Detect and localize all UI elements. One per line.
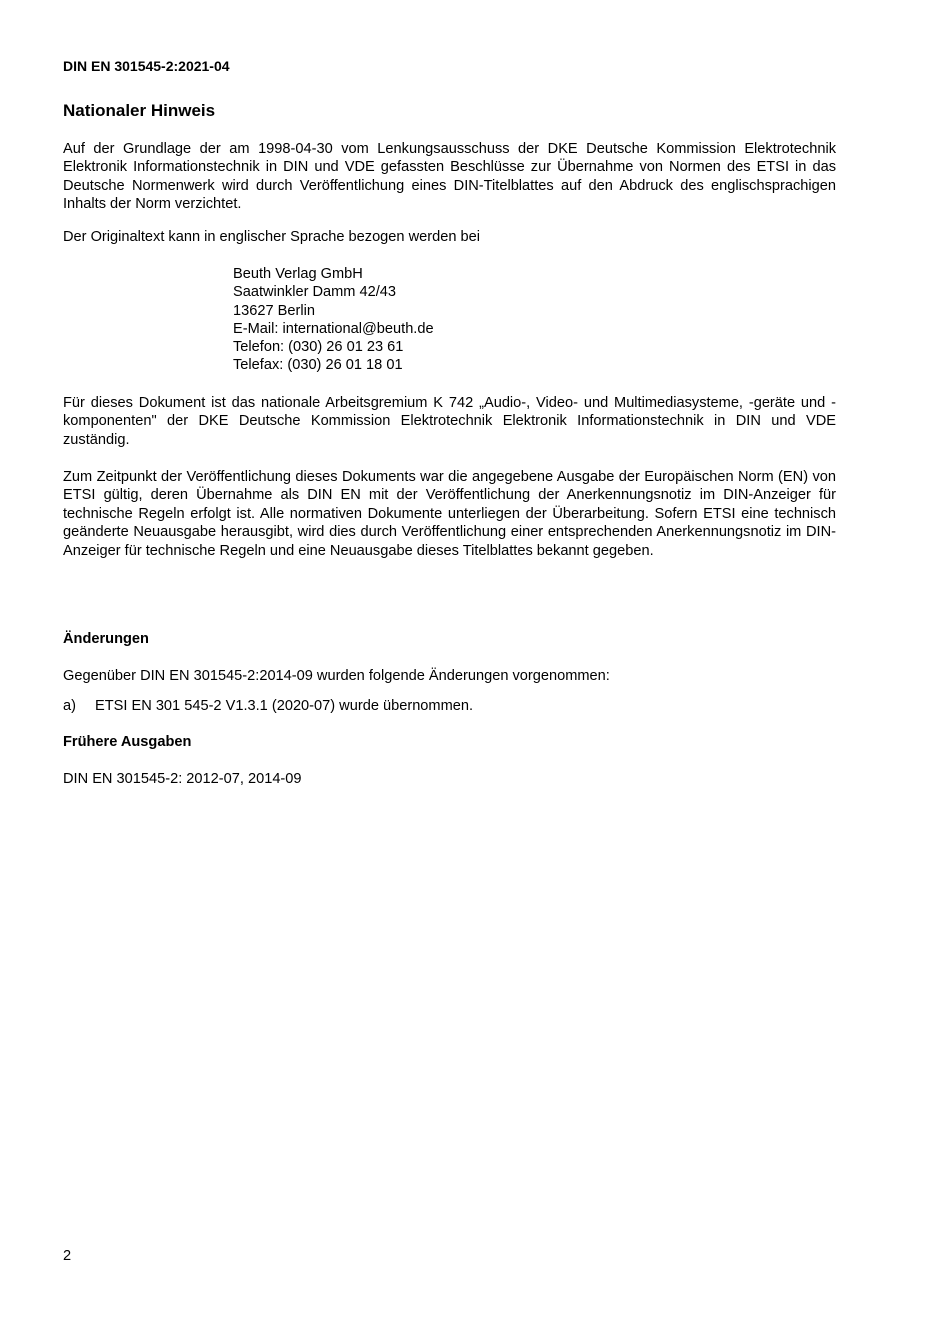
changes-intro: Gegenüber DIN EN 301545-2:2014-09 wurden folgende Änderungen vorgenommen:	[63, 668, 610, 684]
changes-heading: Änderungen	[63, 631, 149, 647]
address-company: Beuth Verlag GmbH	[233, 266, 363, 282]
national-note-paragraph-1: Auf der Grundlage der am 1998-04-30 vom Lenkungsausschuss der DKE Deutsche Kommission Elektrotechnik Elektronik Informationstechnik in DIN und VDE gefassten Beschlüsse zur Übernahme von Normen des ETSI in das Deutsche Normenwerk wird durch Veröffentlichung eines DIN-Titelblattes auf den Abdruck des englischsprachigen Inhalts der Norm verzichtet.	[63, 141, 836, 213]
national-note-paragraph-3: Für dieses Dokument ist das nationale Arbeitsgremium K 742 „Audio-, Video- und Multimediasysteme, -geräte und -komponenten" der DKE Deutsche Kommission Elektrotechnik Elektronik Informationstechnik in DIN und VDE zuständig.	[63, 395, 836, 448]
address-email: E-Mail: international@beuth.de	[233, 320, 434, 337]
address-city: 13627 Berlin	[233, 302, 315, 319]
page-number: 2	[63, 1248, 72, 1264]
national-note-paragraph-2: Der Originaltext kann in englischer Sprache bezogen werden bei	[63, 229, 480, 245]
address-street: Saatwinkler Damm 42/43	[233, 284, 397, 301]
national-note-paragraph-4: Zum Zeitpunkt der Veröffentlichung dieses Dokuments war die angegebene Ausgabe der Europäischen Norm (EN) von ETSI gültig, deren Übernahme als DIN EN mit der Veröffentlichung der Anerkennungsnotiz im DIN-Anzeiger für technische Regeln erfolgt ist. Alle normativen Dokumente unterliegen der Überarbeitung. Sofern ETSI eine technisch geänderte Neuausgabe herausgibt, wird dies durch Veröffentlichung einer entsprechenden Anerkennungsnotiz im DIN-Anzeiger für technische Regeln und eine Neuausgabe dieses Titelblattes bekannt gegeben.	[63, 469, 836, 559]
publisher-address-block	[233, 265, 434, 375]
address-fax: Telefax: (030) 26 01 18 01	[233, 357, 403, 374]
previous-editions-text: DIN EN 301545-2: 2012-07, 2014-09	[63, 771, 302, 787]
national-note-title: Nationaler Hinweis	[63, 101, 216, 120]
address-phone: Telefon: (030) 26 01 23 61	[233, 339, 404, 356]
list-item-marker: a)	[63, 698, 76, 714]
previous-editions-heading: Frühere Ausgaben	[63, 734, 192, 750]
list-item-text: ETSI EN 301 545-2 V1.3.1 (2020-07) wurde übernommen.	[95, 698, 474, 714]
document-page	[63, 0, 836, 1343]
document-id-header: DIN EN 301545-2:2021-04	[63, 58, 230, 74]
